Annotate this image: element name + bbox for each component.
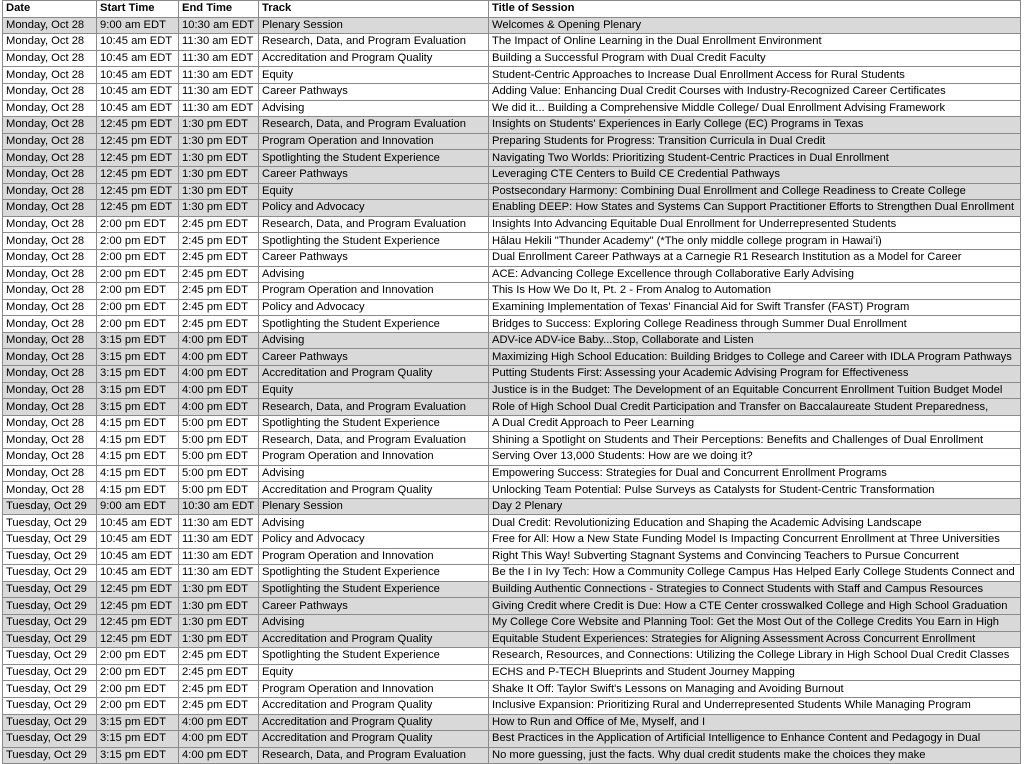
cell-start-time: 3:15 pm EDT [97, 349, 179, 366]
cell-date: Monday, Oct 28 [3, 67, 97, 84]
cell-date: Monday, Oct 28 [3, 183, 97, 200]
cell-track: Equity [259, 183, 489, 200]
cell-session-title: Justice is in the Budget: The Development of an Equitable Concurrent Enrollment Tuition Budget Model [489, 382, 1021, 399]
cell-date: Tuesday, Oct 29 [3, 532, 97, 549]
cell-date: Monday, Oct 28 [3, 100, 97, 117]
cell-session-title: Equitable Student Experiences: Strategies for Aligning Assessment Across Concurrent Enrollment [489, 631, 1021, 648]
cell-end-time: 4:00 pm EDT [179, 731, 259, 748]
cell-start-time: 10:45 am EDT [97, 100, 179, 117]
cell-start-time: 2:00 pm EDT [97, 233, 179, 250]
cell-end-time: 2:45 pm EDT [179, 216, 259, 233]
cell-track: Policy and Advocacy [259, 200, 489, 217]
cell-track: Program Operation and Innovation [259, 133, 489, 150]
cell-track: Research, Data, and Program Evaluation [259, 747, 489, 764]
cell-session-title: Dual Enrollment Career Pathways at a Carnegie R1 Research Institution as a Model for Career [489, 249, 1021, 266]
cell-start-time: 12:45 pm EDT [97, 598, 179, 615]
cell-start-time: 2:00 pm EDT [97, 299, 179, 316]
cell-track: Accreditation and Program Quality [259, 714, 489, 731]
cell-track: Spotlighting the Student Experience [259, 565, 489, 582]
cell-session-title: Postsecondary Harmony: Combining Dual Enrollment and College Readiness to Create College [489, 183, 1021, 200]
cell-end-time: 1:30 pm EDT [179, 117, 259, 134]
cell-start-time: 12:45 pm EDT [97, 150, 179, 167]
table-row [3, 382, 1021, 399]
cell-start-time: 12:45 pm EDT [97, 614, 179, 631]
cell-track: Policy and Advocacy [259, 299, 489, 316]
cell-track: Advising [259, 515, 489, 532]
cell-date: Tuesday, Oct 29 [3, 581, 97, 598]
cell-start-time: 4:15 pm EDT [97, 482, 179, 499]
cell-date: Tuesday, Oct 29 [3, 515, 97, 532]
table-row [3, 166, 1021, 183]
header-title: Title of Session [489, 1, 1021, 18]
cell-track: Program Operation and Innovation [259, 548, 489, 565]
cell-end-time: 11:30 am EDT [179, 515, 259, 532]
cell-date: Tuesday, Oct 29 [3, 631, 97, 648]
cell-end-time: 4:00 pm EDT [179, 366, 259, 383]
table-row [3, 183, 1021, 200]
cell-session-title: The Impact of Online Learning in the Dual Enrollment Environment [489, 34, 1021, 51]
cell-session-title: Building a Successful Program with Dual Credit Faculty [489, 50, 1021, 67]
cell-session-title: Research, Resources, and Connections: Utilizing the College Library in High School Dual Credit Classes [489, 648, 1021, 665]
cell-date: Monday, Oct 28 [3, 150, 97, 167]
cell-track: Accreditation and Program Quality [259, 482, 489, 499]
cell-session-title: A Dual Credit Approach to Peer Learning [489, 415, 1021, 432]
cell-session-title: Shake It Off: Taylor Swift's Lessons on Managing and Avoiding Burnout [489, 681, 1021, 698]
table-row [3, 366, 1021, 383]
cell-start-time: 10:45 am EDT [97, 565, 179, 582]
cell-start-time: 4:15 pm EDT [97, 415, 179, 432]
cell-track: Spotlighting the Student Experience [259, 233, 489, 250]
table-row [3, 747, 1021, 764]
cell-session-title: ECHS and P-TECH Blueprints and Student Journey Mapping [489, 664, 1021, 681]
table-row [3, 34, 1021, 51]
cell-track: Research, Data, and Program Evaluation [259, 432, 489, 449]
cell-session-title: Unlocking Team Potential: Pulse Surveys as Catalysts for Student-Centric Transformation [489, 482, 1021, 499]
cell-end-time: 2:45 pm EDT [179, 648, 259, 665]
cell-end-time: 1:30 pm EDT [179, 614, 259, 631]
cell-session-title: Student-Centric Approaches to Increase Dual Enrollment Access for Rural Students [489, 67, 1021, 84]
cell-track: Accreditation and Program Quality [259, 366, 489, 383]
table-row [3, 548, 1021, 565]
cell-end-time: 4:00 pm EDT [179, 349, 259, 366]
cell-date: Tuesday, Oct 29 [3, 614, 97, 631]
cell-track: Equity [259, 67, 489, 84]
cell-track: Research, Data, and Program Evaluation [259, 216, 489, 233]
cell-end-time: 1:30 pm EDT [179, 150, 259, 167]
cell-session-title: Bridges to Success: Exploring College Readiness through Summer Dual Enrollment [489, 316, 1021, 333]
cell-session-title: Maximizing High School Education: Building Bridges to College and Career with IDLA Program Pathways [489, 349, 1021, 366]
cell-end-time: 5:00 pm EDT [179, 432, 259, 449]
cell-session-title: Insights Into Advancing Equitable Dual Enrollment for Underrepresented Students [489, 216, 1021, 233]
cell-session-title: Hālau Hekili "Thunder Academy" (*The only middle college program in Hawaiʻi) [489, 233, 1021, 250]
cell-track: Advising [259, 465, 489, 482]
cell-date: Monday, Oct 28 [3, 366, 97, 383]
cell-track: Plenary Session [259, 498, 489, 515]
cell-start-time: 10:45 am EDT [97, 532, 179, 549]
table-row [3, 349, 1021, 366]
cell-track: Equity [259, 664, 489, 681]
header-track: Track [259, 1, 489, 18]
cell-start-time: 10:45 am EDT [97, 34, 179, 51]
cell-end-time: 11:30 am EDT [179, 532, 259, 549]
cell-end-time: 11:30 am EDT [179, 34, 259, 51]
cell-track: Career Pathways [259, 598, 489, 615]
cell-date: Tuesday, Oct 29 [3, 598, 97, 615]
cell-session-title: This Is How We Do It, Pt. 2 - From Analog to Automation [489, 283, 1021, 300]
cell-date: Monday, Oct 28 [3, 283, 97, 300]
cell-start-time: 2:00 pm EDT [97, 316, 179, 333]
cell-session-title: Shining a Spotlight on Students and Their Perceptions: Benefits and Challenges of Dual Enrollment [489, 432, 1021, 449]
cell-start-time: 10:45 am EDT [97, 515, 179, 532]
cell-start-time: 3:15 pm EDT [97, 731, 179, 748]
cell-session-title: Day 2 Plenary [489, 498, 1021, 515]
cell-start-time: 10:45 am EDT [97, 83, 179, 100]
cell-start-time: 2:00 pm EDT [97, 697, 179, 714]
cell-date: Monday, Oct 28 [3, 249, 97, 266]
table-row [3, 200, 1021, 217]
cell-end-time: 2:45 pm EDT [179, 233, 259, 250]
cell-date: Monday, Oct 28 [3, 50, 97, 67]
table-row [3, 332, 1021, 349]
cell-end-time: 2:45 pm EDT [179, 299, 259, 316]
cell-track: Career Pathways [259, 249, 489, 266]
table-row [3, 50, 1021, 67]
cell-session-title: Preparing Students for Progress: Transition Curricula in Dual Credit [489, 133, 1021, 150]
cell-session-title: Leveraging CTE Centers to Build CE Credential Pathways [489, 166, 1021, 183]
table-row [3, 216, 1021, 233]
cell-session-title: Building Authentic Connections - Strategies to Connect Students with Staff and Campus Resources [489, 581, 1021, 598]
cell-session-title: Inclusive Expansion: Prioritizing Rural and Underrepresented Students While Managing Program [489, 697, 1021, 714]
cell-session-title: ACE: Advancing College Excellence through Collaborative Early Advising [489, 266, 1021, 283]
table-row [3, 316, 1021, 333]
cell-start-time: 9:00 am EDT [97, 17, 179, 34]
cell-start-time: 2:00 pm EDT [97, 249, 179, 266]
cell-track: Spotlighting the Student Experience [259, 648, 489, 665]
cell-start-time: 3:15 pm EDT [97, 747, 179, 764]
cell-session-title: Serving Over 13,000 Students: How are we doing it? [489, 449, 1021, 466]
cell-end-time: 4:00 pm EDT [179, 382, 259, 399]
cell-date: Tuesday, Oct 29 [3, 565, 97, 582]
table-row [3, 581, 1021, 598]
cell-date: Monday, Oct 28 [3, 216, 97, 233]
cell-date: Tuesday, Oct 29 [3, 664, 97, 681]
cell-start-time: 4:15 pm EDT [97, 432, 179, 449]
cell-end-time: 5:00 pm EDT [179, 449, 259, 466]
cell-start-time: 10:45 am EDT [97, 50, 179, 67]
cell-session-title: Right This Way! Subverting Stagnant Systems and Convincing Teachers to Pursue Concurrent [489, 548, 1021, 565]
cell-date: Tuesday, Oct 29 [3, 747, 97, 764]
cell-track: Research, Data, and Program Evaluation [259, 34, 489, 51]
cell-start-time: 12:45 pm EDT [97, 631, 179, 648]
cell-date: Monday, Oct 28 [3, 465, 97, 482]
table-row [3, 67, 1021, 84]
table-row [3, 482, 1021, 499]
cell-track: Research, Data, and Program Evaluation [259, 399, 489, 416]
cell-track: Equity [259, 382, 489, 399]
schedule-rows [3, 17, 1021, 764]
cell-session-title: ADV-ice ADV-ice Baby...Stop, Collaborate and Listen [489, 332, 1021, 349]
table-row [3, 249, 1021, 266]
cell-end-time: 11:30 am EDT [179, 50, 259, 67]
cell-session-title: No more guessing, just the facts. Why dual credit students make the choices they make [489, 747, 1021, 764]
cell-end-time: 2:45 pm EDT [179, 664, 259, 681]
cell-end-time: 1:30 pm EDT [179, 598, 259, 615]
cell-session-title: Role of High School Dual Credit Participation and Transfer on Baccalaureate Student Preparedness, [489, 399, 1021, 416]
cell-end-time: 2:45 pm EDT [179, 316, 259, 333]
cell-session-title: Dual Credit: Revolutionizing Education and Shaping the Academic Advising Landscape [489, 515, 1021, 532]
cell-track: Advising [259, 332, 489, 349]
cell-date: Monday, Oct 28 [3, 34, 97, 51]
table-row [3, 449, 1021, 466]
cell-date: Monday, Oct 28 [3, 166, 97, 183]
cell-date: Monday, Oct 28 [3, 399, 97, 416]
cell-track: Plenary Session [259, 17, 489, 34]
table-row [3, 415, 1021, 432]
cell-end-time: 2:45 pm EDT [179, 249, 259, 266]
cell-start-time: 12:45 pm EDT [97, 166, 179, 183]
cell-start-time: 2:00 pm EDT [97, 664, 179, 681]
table-row [3, 432, 1021, 449]
table-row [3, 515, 1021, 532]
cell-session-title: Free for All: How a New State Funding Model Is Impacting Concurrent Enrollment at Three Universities [489, 532, 1021, 549]
cell-session-title: How to Run and Office of Me, Myself, and I [489, 714, 1021, 731]
table-row [3, 664, 1021, 681]
cell-track: Advising [259, 266, 489, 283]
cell-end-time: 11:30 am EDT [179, 100, 259, 117]
table-row [3, 648, 1021, 665]
cell-date: Monday, Oct 28 [3, 432, 97, 449]
cell-session-title: We did it... Building a Comprehensive Middle College/ Dual Enrollment Advising Framework [489, 100, 1021, 117]
cell-start-time: 12:45 pm EDT [97, 200, 179, 217]
cell-end-time: 4:00 pm EDT [179, 332, 259, 349]
table-row [3, 532, 1021, 549]
header-row [3, 1, 1021, 18]
cell-start-time: 2:00 pm EDT [97, 648, 179, 665]
cell-start-time: 12:45 pm EDT [97, 183, 179, 200]
cell-track: Program Operation and Innovation [259, 681, 489, 698]
cell-session-title: Navigating Two Worlds: Prioritizing Student-Centric Practices in Dual Enrollment [489, 150, 1021, 167]
header-start-time: Start Time [97, 1, 179, 18]
cell-end-time: 2:45 pm EDT [179, 681, 259, 698]
cell-track: Career Pathways [259, 166, 489, 183]
cell-track: Spotlighting the Student Experience [259, 316, 489, 333]
table-row [3, 631, 1021, 648]
cell-date: Monday, Oct 28 [3, 349, 97, 366]
table-row [3, 498, 1021, 515]
cell-start-time: 12:45 pm EDT [97, 133, 179, 150]
cell-start-time: 12:45 pm EDT [97, 117, 179, 134]
cell-track: Accreditation and Program Quality [259, 631, 489, 648]
cell-track: Policy and Advocacy [259, 532, 489, 549]
cell-session-title: Enabling DEEP: How States and Systems Can Support Practitioner Efforts to Strengthen Dual Enrollment [489, 200, 1021, 217]
cell-end-time: 11:30 am EDT [179, 67, 259, 84]
cell-date: Monday, Oct 28 [3, 133, 97, 150]
cell-end-time: 5:00 pm EDT [179, 482, 259, 499]
cell-end-time: 1:30 pm EDT [179, 183, 259, 200]
table-row [3, 266, 1021, 283]
table-row [3, 598, 1021, 615]
header-date: Date [3, 1, 97, 18]
cell-start-time: 2:00 pm EDT [97, 283, 179, 300]
cell-track: Accreditation and Program Quality [259, 50, 489, 67]
cell-date: Monday, Oct 28 [3, 415, 97, 432]
cell-session-title: Putting Students First: Assessing your Academic Advising Program for Effectiveness [489, 366, 1021, 383]
cell-end-time: 2:45 pm EDT [179, 283, 259, 300]
cell-start-time: 12:45 pm EDT [97, 581, 179, 598]
cell-end-time: 5:00 pm EDT [179, 465, 259, 482]
table-row [3, 465, 1021, 482]
table-row [3, 283, 1021, 300]
table-row [3, 150, 1021, 167]
cell-date: Monday, Oct 28 [3, 233, 97, 250]
table-row [3, 83, 1021, 100]
cell-end-time: 1:30 pm EDT [179, 166, 259, 183]
table-row [3, 17, 1021, 34]
cell-end-time: 10:30 am EDT [179, 17, 259, 34]
table-row [3, 697, 1021, 714]
cell-date: Monday, Oct 28 [3, 117, 97, 134]
cell-end-time: 2:45 pm EDT [179, 697, 259, 714]
cell-date: Monday, Oct 28 [3, 83, 97, 100]
cell-session-title: Adding Value: Enhancing Dual Credit Courses with Industry-Recognized Career Certificates [489, 83, 1021, 100]
header-end-time: End Time [179, 1, 259, 18]
cell-start-time: 2:00 pm EDT [97, 216, 179, 233]
table-row [3, 299, 1021, 316]
cell-end-time: 1:30 pm EDT [179, 133, 259, 150]
cell-session-title: Insights on Students' Experiences in Early College (EC) Programs in Texas [489, 117, 1021, 134]
cell-start-time: 4:15 pm EDT [97, 465, 179, 482]
cell-end-time: 1:30 pm EDT [179, 631, 259, 648]
table-row [3, 117, 1021, 134]
cell-date: Tuesday, Oct 29 [3, 731, 97, 748]
cell-track: Accreditation and Program Quality [259, 731, 489, 748]
cell-date: Monday, Oct 28 [3, 200, 97, 217]
cell-date: Monday, Oct 28 [3, 266, 97, 283]
cell-track: Accreditation and Program Quality [259, 697, 489, 714]
cell-start-time: 10:45 am EDT [97, 548, 179, 565]
cell-date: Monday, Oct 28 [3, 316, 97, 333]
schedule-table [2, 0, 1021, 764]
cell-end-time: 2:45 pm EDT [179, 266, 259, 283]
cell-date: Monday, Oct 28 [3, 299, 97, 316]
cell-end-time: 10:30 am EDT [179, 498, 259, 515]
cell-session-title: My College Core Website and Planning Tool: Get the Most Out of the College Credits You Earn in High [489, 614, 1021, 631]
table-row [3, 681, 1021, 698]
cell-date: Tuesday, Oct 29 [3, 498, 97, 515]
table-row [3, 133, 1021, 150]
cell-start-time: 3:15 pm EDT [97, 399, 179, 416]
cell-track: Program Operation and Innovation [259, 283, 489, 300]
cell-track: Spotlighting the Student Experience [259, 415, 489, 432]
cell-track: Career Pathways [259, 349, 489, 366]
cell-start-time: 3:15 pm EDT [97, 714, 179, 731]
table-row [3, 614, 1021, 631]
cell-end-time: 4:00 pm EDT [179, 399, 259, 416]
cell-date: Tuesday, Oct 29 [3, 681, 97, 698]
cell-date: Tuesday, Oct 29 [3, 548, 97, 565]
cell-date: Monday, Oct 28 [3, 382, 97, 399]
cell-start-time: 3:15 pm EDT [97, 366, 179, 383]
cell-session-title: Best Practices in the Application of Artificial Intelligence to Enhance Content and Pedagogy in Dual [489, 731, 1021, 748]
cell-track: Advising [259, 614, 489, 631]
cell-track: Spotlighting the Student Experience [259, 150, 489, 167]
cell-track: Spotlighting the Student Experience [259, 581, 489, 598]
cell-end-time: 1:30 pm EDT [179, 200, 259, 217]
cell-date: Tuesday, Oct 29 [3, 648, 97, 665]
table-row [3, 565, 1021, 582]
cell-start-time: 10:45 am EDT [97, 67, 179, 84]
cell-date: Monday, Oct 28 [3, 17, 97, 34]
cell-date: Monday, Oct 28 [3, 482, 97, 499]
cell-start-time: 2:00 pm EDT [97, 681, 179, 698]
cell-end-time: 4:00 pm EDT [179, 747, 259, 764]
table-row [3, 714, 1021, 731]
cell-date: Monday, Oct 28 [3, 449, 97, 466]
cell-track: Career Pathways [259, 83, 489, 100]
cell-end-time: 4:00 pm EDT [179, 714, 259, 731]
table-row [3, 399, 1021, 416]
cell-session-title: Empowering Success: Strategies for Dual and Concurrent Enrollment Programs [489, 465, 1021, 482]
cell-track: Program Operation and Innovation [259, 449, 489, 466]
cell-track: Research, Data, and Program Evaluation [259, 117, 489, 134]
cell-start-time: 9:00 am EDT [97, 498, 179, 515]
cell-session-title: Welcomes & Opening Plenary [489, 17, 1021, 34]
cell-date: Tuesday, Oct 29 [3, 714, 97, 731]
cell-session-title: Giving Credit where Credit is Due: How a CTE Center crosswalked College and High School Graduation [489, 598, 1021, 615]
cell-end-time: 11:30 am EDT [179, 83, 259, 100]
cell-end-time: 1:30 pm EDT [179, 581, 259, 598]
cell-end-time: 11:30 am EDT [179, 565, 259, 582]
cell-date: Tuesday, Oct 29 [3, 697, 97, 714]
cell-date: Monday, Oct 28 [3, 332, 97, 349]
cell-end-time: 5:00 pm EDT [179, 415, 259, 432]
cell-start-time: 3:15 pm EDT [97, 382, 179, 399]
cell-end-time: 11:30 am EDT [179, 548, 259, 565]
cell-start-time: 4:15 pm EDT [97, 449, 179, 466]
cell-track: Advising [259, 100, 489, 117]
table-row [3, 233, 1021, 250]
cell-session-title: Be the I in Ivy Tech: How a Community College Campus Has Helped Early College Students Connect and [489, 565, 1021, 582]
table-row [3, 731, 1021, 748]
cell-start-time: 2:00 pm EDT [97, 266, 179, 283]
cell-start-time: 3:15 pm EDT [97, 332, 179, 349]
table-row [3, 100, 1021, 117]
cell-session-title: Examining Implementation of Texas' Financial Aid for Swift Transfer (FAST) Program [489, 299, 1021, 316]
